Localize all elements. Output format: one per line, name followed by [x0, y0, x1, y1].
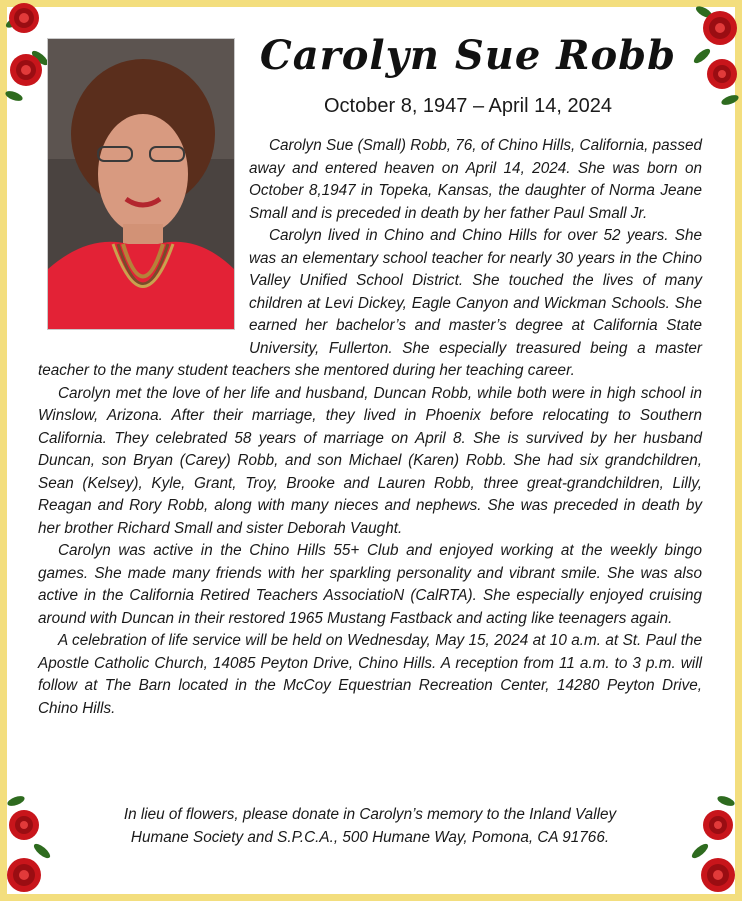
rose-corner-bottom-left-icon	[0, 791, 60, 901]
rose-corner-top-right-icon	[682, 0, 742, 110]
life-dates: October 8, 1947 – April 14, 2024	[324, 95, 612, 117]
paragraph: Carolyn lived in Chino and Chino Hills for over 52 years. She was an elementary school teacher for nearly 30 years in the Chino Valley Unified School District. She touched the lives of many children at Levi Dickey, Eagle Canyon and Wickman Schools. She earned her bachelor’s and master’s degree at California State University, Fullerton. She especially treasured being a master teacher to the many student teachers she mentored during her teaching career.	[38, 227, 702, 379]
decedent-name: Carolyn Sue Robb	[259, 32, 677, 79]
paragraph: A celebration of life service will be held on Wednesday, May 15, 2024 at 10 a.m. at St. Paul the Apostle Catholic Church, 14085 Peyton Drive, Chino Hills. A reception from 11 a.m. to 3 p.m. will follow at The Barn located in the McCoy Equestrian Recreation Center, 14280 Peyton Drive, Chino Hills.	[38, 632, 702, 717]
memorial-line: Humane Society and S.P.C.A., 500 Humane Way, Pomona, CA 91766.	[130, 828, 610, 846]
paragraph: Carolyn Sue (Small) Robb, 76, of Chino Hills, California, passed away and entered heaven on April 14, 2024. She was born on October 8,1947 in Topeka, Kansas, the daughter of Norma Jeane Small and is preceded in death by her father Paul Small Jr.	[249, 137, 702, 222]
paragraph: Carolyn was active in the Chino Hills 55+ Club and enjoyed working at the weekly bingo games. She made many friends with her sparkling personality and vibrant smile. She was also active in the California Retired Teachers AssociatioN (CalRTA). She especially enjoyed cruising around with Duncan in their restored 1965 Mustang Fastback and acting like teenagers again.	[38, 542, 702, 627]
paragraph: Carolyn met the love of her life and husband, Duncan Robb, while both were in high school in Winslow, Arizona. After their marriage, they lived in Phoenix before relocating to Southern California. They celebrated 58 years of marriage on April 8. She is survived by her husband Duncan, son Bryan (Carey) Robb, and son Michael (Karen) Robb. She had six grandchildren, Sean (Kelsey), Kyle, Grant, Troy, Brooke and Lauren Robb, three great-grandchildren, Lilly, Reagan and Rory Robb, along with many nieces and nephews. She was preceded in death by her brother Richard Small and sister Deborah Vaught.	[38, 384, 702, 537]
memorial-note	[60, 804, 680, 849]
obituary-body	[38, 135, 702, 720]
memorial-line: In lieu of flowers, please donate in Carolyn’s memory to the Inland Valley	[123, 806, 617, 823]
rose-corner-bottom-right-icon	[682, 791, 742, 901]
photo-spacer	[38, 135, 249, 343]
